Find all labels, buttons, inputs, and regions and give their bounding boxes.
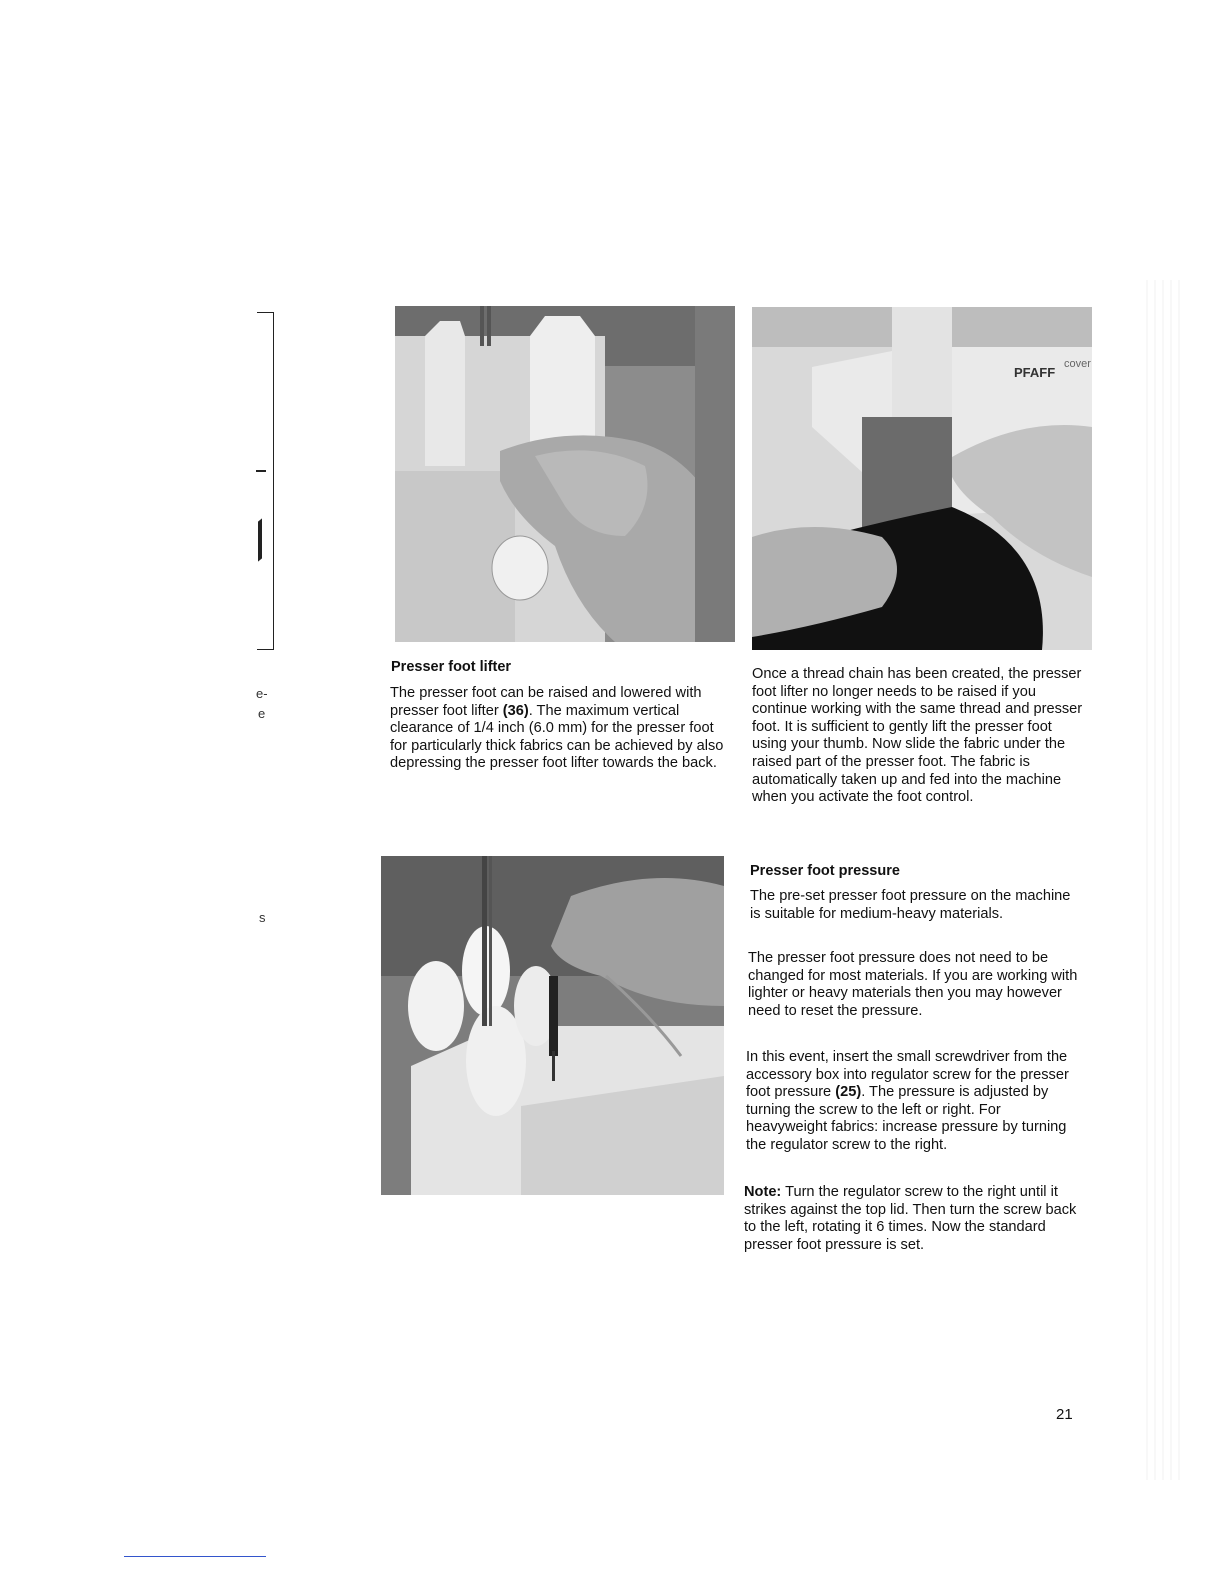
paragraph-note: Note: Turn the regulator screw to the right until it strikes against the top lid. Then turn the screw back to the left, rotating it 6 times. Now the standard presser foot pressure is set. <box>744 1184 1077 1253</box>
page-number: 21 <box>1056 1406 1073 1423</box>
paragraph-thread-chain: Once a thread chain has been created, the presser foot lifter no longer needs to be raised if you continue working with the same thread and presser foot. It is sufficient to gently lift the presser foot using your thumb. Now slide the fabric under the raised part of the presser foot. The fabric is automatically taken up and fed into the machine when you activate the foot control. <box>752 666 1083 806</box>
margin-fragment: e <box>258 706 266 721</box>
margin-mark <box>258 518 262 561</box>
paragraph-screwdriver: In this event, insert the small screwdriver from the accessory box into regulator screw for the presser foot pressure (25). The pressure is adjusted by turning the screw to the left or right. For heavyweight fabrics: increase pressure by turning the regulator screw to the right. <box>746 1049 1069 1153</box>
margin-tick <box>256 470 266 472</box>
model-label: cover <box>1064 358 1091 370</box>
scan-edge-artifact <box>1140 280 1180 1480</box>
footer-rule <box>124 1556 266 1557</box>
paragraph-preset-pressure: The pre-set presser foot pressure on the machine is suitable for medium-heavy materials. <box>750 888 1071 922</box>
brand-label: PFAFF <box>1014 365 1056 380</box>
heading-presser-foot-pressure: Presser foot pressure <box>750 863 900 879</box>
ref-25: (25) <box>835 1084 862 1101</box>
photo-sliding-fabric <box>752 307 1092 650</box>
ref-36: (36) <box>502 702 529 719</box>
heading-presser-foot-lifter: Presser foot lifter <box>391 659 512 675</box>
note-label: Note: <box>744 1184 782 1200</box>
margin-fragment: s <box>259 910 266 925</box>
margin-fragment: e- <box>256 686 268 701</box>
margin-bracket <box>257 312 274 650</box>
photo-presser-foot-lifter <box>395 306 735 642</box>
paragraph-presser-foot-lifter: The presser foot can be raised and lowered with presser foot lifter (36). The maximum vertical clearance of 1/4 inch (6.0 mm) for the presser foot for particularly thick fabrics can be achieved by also depressing the presser foot lifter towards the back. <box>390 685 724 772</box>
photo-regulator-screw <box>381 856 724 1195</box>
paragraph-pressure-change: The presser foot pressure does not need to be changed for most materials. If you are working with lighter or heavy materials then you may however need to reset the pressure. <box>748 950 1078 1019</box>
